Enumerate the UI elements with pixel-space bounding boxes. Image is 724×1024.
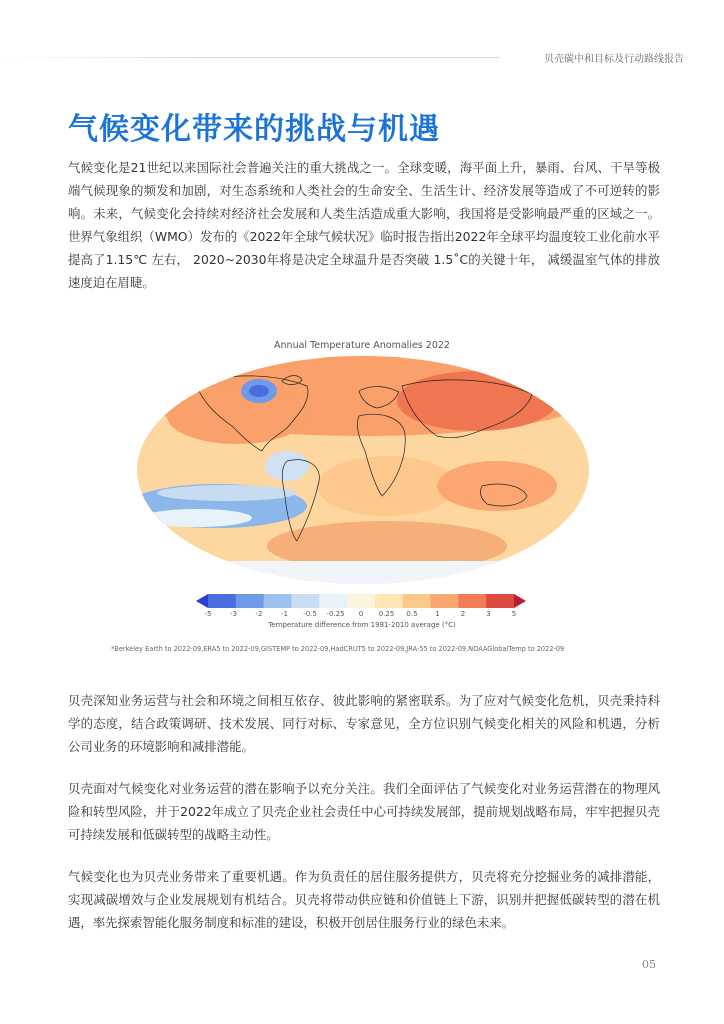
colorbar-tick-label: -3 [230, 610, 237, 618]
colorbar [196, 594, 526, 608]
colorbar-segment [458, 594, 486, 608]
temperature-anomaly-map [137, 356, 589, 584]
colorbar-tick-label: -5 [204, 610, 212, 618]
colorbar-tick-label: -1 [281, 610, 288, 618]
figure-title: Annual Temperature Anomalies 2022 [274, 340, 450, 351]
colorbar-label: Temperature difference from 1981-2010 average (°C) [268, 621, 456, 629]
colorbar-tick-label: 2 [460, 610, 466, 618]
colorbar-tick-label: -2 [255, 610, 263, 618]
colorbar-segment [486, 594, 514, 608]
business-paragraph: 贝壳深知业务运营与社会和环境之间相互依存、彼此影响的紧密联系。为了应对气候变化危机，贝壳秉持科学的态度，结合政策调研、技术发展、同行对标、专家意见，全方位识别气候变化相关的风险和机遇，分析公司业务的环境影响和减排潜能。 [68, 693, 660, 754]
page-title: 气候变化带来的挑战与机遇 [68, 112, 440, 147]
colorbar-segment [347, 594, 375, 608]
colorbar-tick-label: 0.25 [378, 610, 395, 618]
colorbar-tick-label: 5 [511, 610, 517, 618]
data-sources-note: *Berkeley Earth to 2022-09,ERA5 to 2022-09,GISTEMP to 2022-09,HadCRUT5 to 2022-09,JRA-55 to 2022-09,NOAAGlobalTemp to 2022-09 [111, 645, 565, 653]
colorbar-segment [403, 594, 431, 608]
colorbar-segment [236, 594, 264, 608]
report-title: 贝壳碳中和目标及行动路线报告 [544, 54, 684, 65]
header-divider [0, 57, 500, 58]
colorbar-tick-label: -0.25 [326, 610, 345, 618]
colorbar-segment [196, 594, 208, 608]
colorbar-segment [319, 594, 347, 608]
risk-paragraph: 贝壳面对气候变化对业务运营的潜在影响予以充分关注。我们全面评估了气候变化对业务运营潜在的物理风险和转型风险，并于2022年成立了贝壳企业社会责任中心可持续发展部，提前规划战略布局，牢牢把握贝壳可持续发展和低碳转型的战略主动性。 [68, 781, 660, 842]
opportunity-paragraph: 气候变化也为贝壳业务带来了重要机遇。作为负责任的居住服务提供方，贝壳将充分挖掘业务的减排潜能，实现减碳增效与企业发展规划有机结合。贝壳将带动供应链和价值链上下游，识别并把握低碳转型的潜在机遇，率先探索智能化服务制度和标准的建设，积极开创居住服务行业的绿色未来。 [68, 869, 660, 930]
colorbar-tick-label: 1 [435, 610, 440, 618]
colorbar-tick-label: 0.5 [406, 610, 418, 618]
colorbar-segment [264, 594, 292, 608]
intro-paragraph: 气候变化是21世纪以来国际社会普遍关注的重大挑战之一。全球变暖，海平面上升，暴雨、台风、干旱等极端气候现象的频发和加剧，对生态系统和人类社会的生命安全、生活生计、经济发展等造成了不可逆转的影响。未来，气候变化会持续对经济社会发展和人类生活造成重大影响，我国将是受影响最严重的区域之一。世界气象组织（WMO）发布的《2022年全球气候状况》临时报告指出2022年全球平均温度较工业化前水平提高了1.15℃ 左右， 2020~2030年将是决定全球温升是否突破 1.5˚C的关键十年， 减缓温室气体的排放速度迫在眉睫。 [68, 160, 660, 290]
colorbar-tick-label: 3 [486, 610, 491, 618]
colorbar-segment [291, 594, 319, 608]
colorbar-segment [431, 594, 459, 608]
colorbar-segment [514, 594, 526, 608]
page-number: 05 [642, 958, 656, 971]
colorbar-segment [375, 594, 403, 608]
colorbar-tick-label: -0.5 [303, 610, 317, 618]
colorbar-tick-label: 0 [358, 610, 364, 618]
colorbar-segment [208, 594, 236, 608]
